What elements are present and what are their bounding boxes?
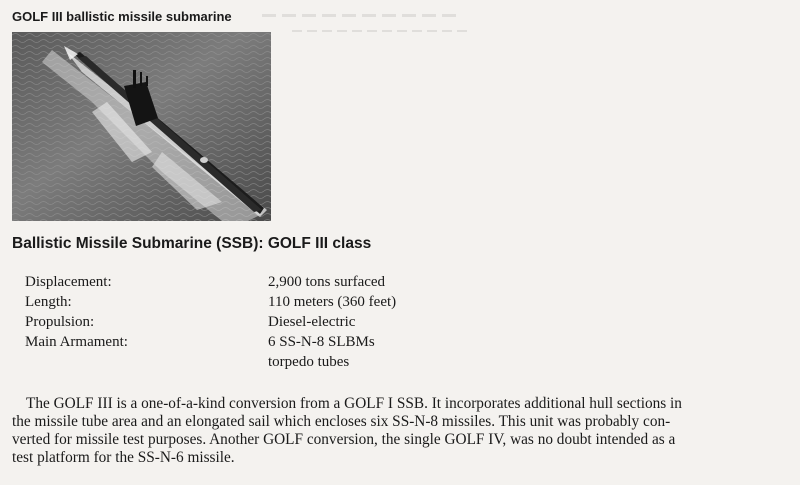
paragraph-line: test platform for the SS-N-6 missile. (12, 449, 235, 466)
paragraph-line: verted for missile test purposes. Another GOLF conversion, the single GOLF IV, was no doubt intended as a (12, 431, 676, 448)
spec-label: Displacement: (25, 274, 112, 290)
section-heading: Ballistic Missile Submarine (SSB): GOLF III class (12, 235, 372, 252)
spec-row-propulsion (25, 312, 396, 332)
description-paragraph (12, 395, 788, 467)
spec-value: 6 SS-N-8 SLBMs (268, 334, 375, 350)
spec-label: Main Armament: (25, 334, 128, 350)
spec-label: Propulsion: (25, 314, 95, 330)
submarine-photo (12, 32, 271, 221)
spec-row-length (25, 292, 396, 312)
spec-value-armament-extra: torpedo tubes (268, 354, 350, 370)
specs-table (25, 272, 396, 372)
spec-label: Length: (25, 294, 72, 310)
spec-value: 2,900 tons surfaced (268, 274, 386, 290)
spec-row-armament (25, 332, 396, 352)
paragraph-line: the missile tube area and an elongated sail which encloses six SS-N-8 missiles. This unit was probably con- (12, 413, 671, 430)
photo-caption: GOLF III ballistic missile submarine (12, 9, 232, 24)
bleed-through-text (262, 6, 492, 46)
spec-value: Diesel-electric (268, 314, 356, 330)
spec-value: 110 meters (360 feet) (268, 294, 397, 310)
paragraph-line: The GOLF III is a one-of-a-kind conversion from a GOLF I SSB. It incorporates additional hull sections in (26, 395, 682, 412)
spec-row-displacement (25, 272, 396, 292)
